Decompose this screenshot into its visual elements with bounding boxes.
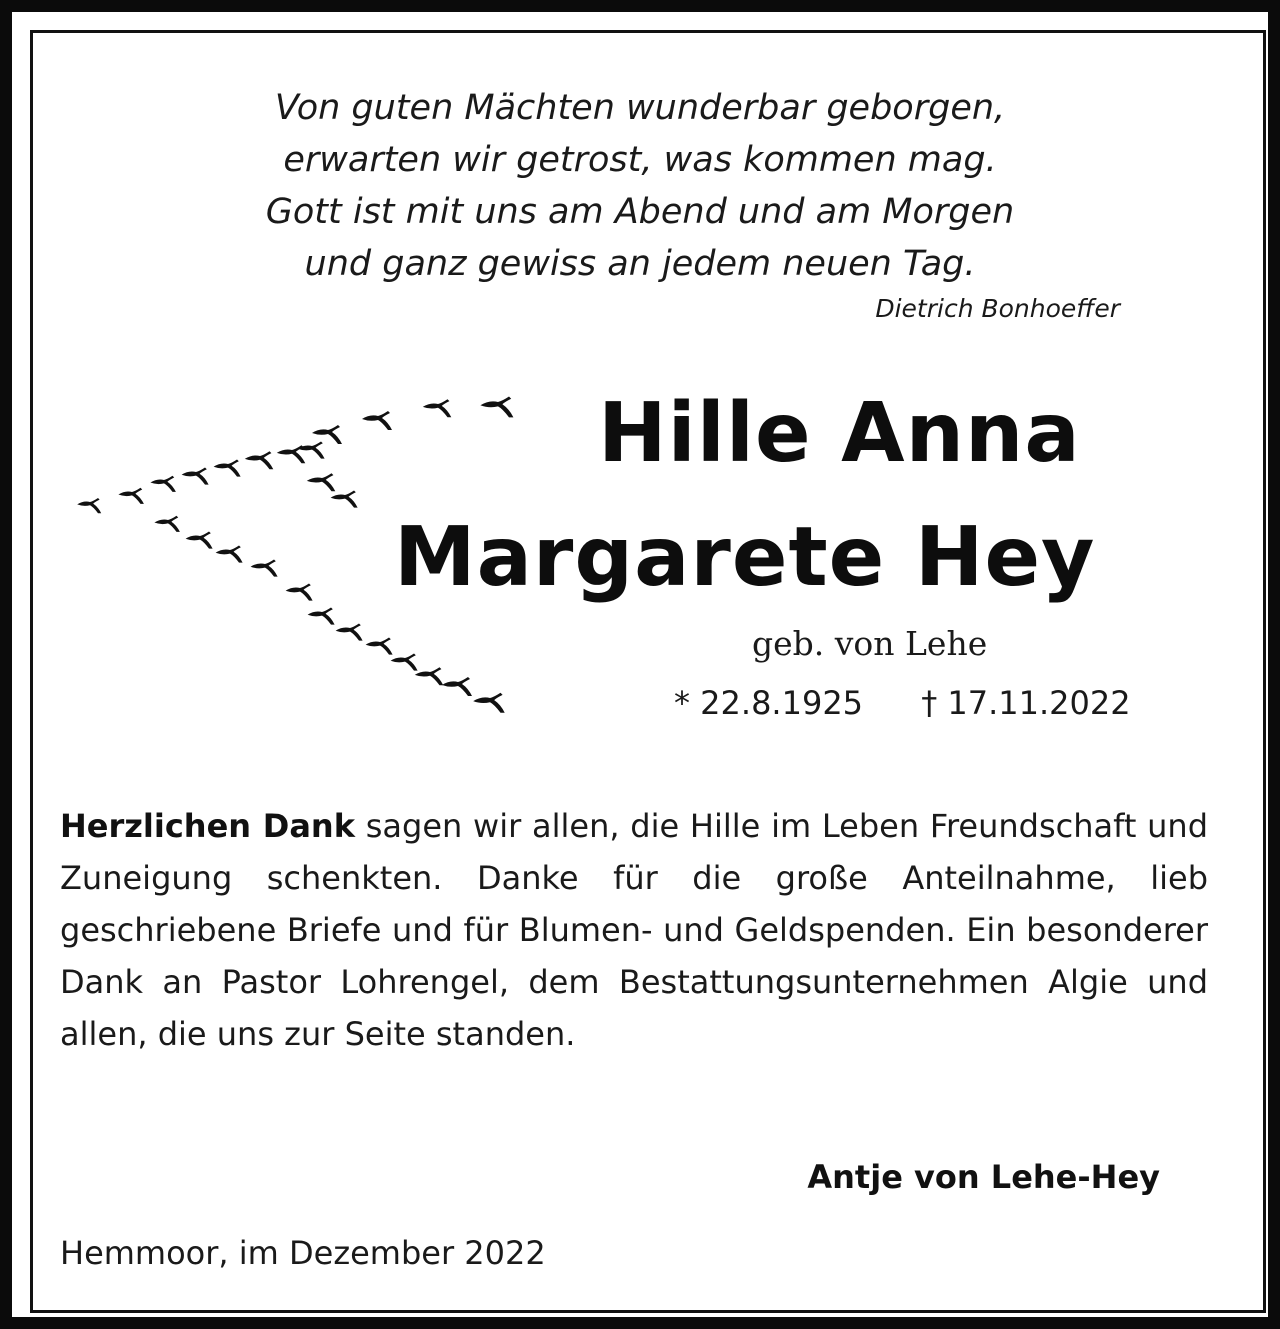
bird-icon	[331, 491, 358, 508]
bird-icon	[245, 451, 273, 469]
death-date: † 17.11.2022	[921, 684, 1131, 722]
place-date: Hemmoor, im Dezember 2022	[60, 1234, 546, 1272]
bird-icon	[298, 442, 325, 459]
bird-icon	[154, 516, 180, 532]
poem-line: und ganz gewiss an jedem neuen Tag.	[304, 244, 976, 284]
name-line-1: Hille Anna	[598, 386, 1081, 481]
bird-icon	[214, 460, 241, 477]
bird-icon	[216, 546, 243, 563]
poem-line: Gott ist mit uns am Abend und am Morgen	[265, 192, 1015, 232]
bird-icon	[480, 397, 513, 418]
bird-icon	[362, 411, 392, 430]
bird-icon	[118, 488, 143, 504]
bird-icon	[150, 476, 176, 492]
bird-icon	[251, 560, 278, 577]
bird-icon	[312, 425, 342, 444]
name-line-2: Margarete Hey	[394, 510, 1096, 605]
bird-icon	[186, 532, 213, 549]
bird-icon	[286, 584, 313, 601]
bird-icon	[366, 638, 393, 655]
bird-icon	[307, 473, 336, 491]
poem-line: Von guten Mächten wunderbar geborgen,	[274, 88, 1006, 128]
bird-icon	[473, 693, 505, 713]
thank-you-text: sagen wir allen, die Hille im Leben Freundschaft und Zuneigung schenkten. Danke für die große Anteilnahme, lieb geschriebene Briefe und für Blumen- und Geldspenden. Ein besonderer Dank an Pastor Lohrengel, dem Bestattungsunternehmen Algie und allen, die uns zur Seite standen.	[60, 807, 1209, 1053]
bird-icon	[415, 667, 444, 685]
birth-name: geb. von Lehe	[752, 624, 988, 663]
bird-icon	[423, 399, 452, 417]
bird-icon	[277, 445, 306, 463]
bird-icon	[442, 677, 472, 696]
bird-icon	[182, 468, 209, 485]
birth-date: * 22.8.1925	[674, 684, 864, 722]
thank-you-message	[60, 800, 1208, 1060]
poem	[12, 82, 1268, 290]
obituary-card	[12, 12, 1268, 1317]
poem-author: Dietrich Bonhoeffer	[875, 294, 1120, 323]
bird-icon	[336, 624, 363, 641]
signature: Antje von Lehe-Hey	[807, 1158, 1160, 1196]
bird-icon	[308, 608, 335, 625]
bird-icon	[77, 498, 101, 513]
poem-line: erwarten wir getrost, was kommen mag.	[283, 140, 997, 180]
thank-you-lead: Herzlichen Dank	[60, 807, 355, 845]
life-dates	[674, 684, 1131, 722]
bird-icon	[391, 654, 418, 671]
